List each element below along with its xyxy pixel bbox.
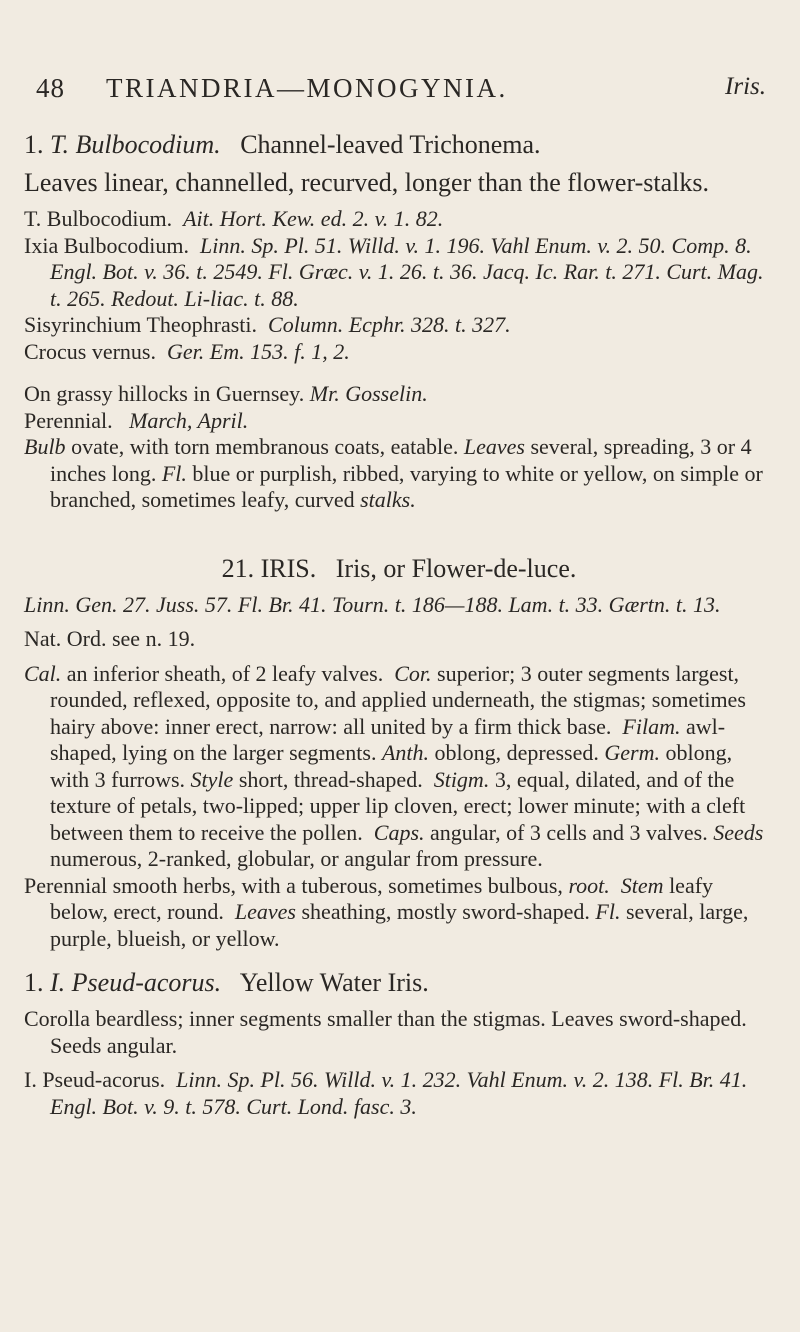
running-header bbox=[36, 73, 770, 107]
bulb-text: ovate, with torn membranous coats, eatable. bbox=[71, 434, 459, 459]
species-name: I. Pseud-acorus. bbox=[50, 968, 222, 997]
calyx-label: Cal. bbox=[24, 660, 62, 686]
flowers-label: Fl. bbox=[161, 460, 187, 486]
leaves-text: sheathing, mostly sword-shaped. bbox=[301, 899, 590, 924]
synonym-name: Sisyrinchium Theophrasti. bbox=[24, 312, 258, 337]
duration: Perennial. bbox=[24, 407, 113, 433]
style-label: Style bbox=[190, 766, 234, 792]
synonym-reference: Linn. Sp. Pl. 56. Willd. v. 1. 232. Vahl Enum. v. 2. 138. Fl. Br. 41. Engl. Bot. v. 9. t. 578. Curt. Lond. fasc. 3. bbox=[50, 1067, 748, 1119]
synonym bbox=[24, 233, 774, 313]
duration-flowering bbox=[24, 408, 774, 435]
genus-refs-text: Linn. Gen. 27. Juss. 57. Fl. Br. 41. Tourn. t. 186—188. Lam. t. 33. Gærtn. t. 13. bbox=[24, 591, 721, 617]
calyx-text: an inferior sheath, of 2 leafy valves. bbox=[66, 660, 384, 686]
filament-text: awl-shaped, lying on the larger segments. bbox=[50, 713, 726, 765]
synonym-reference: Column. Ecphr. 328. t. 327. bbox=[268, 312, 511, 337]
page-content bbox=[24, 130, 774, 1120]
habit-text: Perennial smooth herbs, with a tuberous, sometimes bulbous, bbox=[24, 872, 563, 898]
synonym bbox=[24, 1067, 774, 1120]
flowers-label: Fl. bbox=[595, 899, 621, 924]
habitat-text: On grassy hillocks in Guernsey. bbox=[24, 381, 305, 406]
page-number: 48 bbox=[36, 73, 65, 103]
genus-common-name: Iris, or Flower-de-luce. bbox=[335, 553, 577, 583]
species-description: Leaves linear, channelled, recurved, longer than the flower-stalks. bbox=[24, 168, 709, 197]
flowers-text: several, large, purple, blueish, or yellow. bbox=[50, 899, 749, 951]
genus-characters bbox=[24, 661, 774, 873]
leaves-label: Leaves bbox=[463, 434, 525, 459]
genus-habit bbox=[24, 873, 774, 953]
species-common-name: Channel-leaved Trichonema. bbox=[240, 130, 541, 159]
species-heading bbox=[24, 130, 774, 160]
genus-heading bbox=[24, 554, 774, 584]
stem-text: leafy below, erect, round. bbox=[50, 872, 714, 924]
species-common-name: Yellow Water Iris. bbox=[239, 968, 429, 997]
corolla-text: superior; 3 outer segments largest, rounded, reflexed, opposite to, and applied underneath, the stigmas; sometimes hairy above: inner erect, narrow: all united by a firm thick base. bbox=[50, 660, 746, 739]
natural-order: Nat. Ord. see n. 19. bbox=[24, 626, 196, 651]
synonym-reference: Linn. Sp. Pl. 51. Willd. v. 1. 196. Vahl Enum. v. 2. 50. Comp. 8. Engl. Bot. v. 36. t. 2549. Fl. Græc. v. 1. 26. t. 36. Jacq. Ic. Rar. t. 271. Curt. Mag. t. 265. Redout. Li-liac. t. 88. bbox=[50, 232, 764, 311]
species-description: Corolla beardless; inner segments smaller than the stigmas. Leaves sword-shaped. Seeds angular. bbox=[24, 1006, 747, 1058]
species-notes bbox=[24, 434, 774, 514]
synonym bbox=[24, 339, 774, 366]
running-title: TRIANDRIA—MONOGYNIA. bbox=[106, 73, 508, 103]
running-genus: Iris. bbox=[725, 73, 766, 100]
capsule-label: Caps. bbox=[373, 819, 425, 845]
habitat bbox=[24, 381, 774, 408]
habitat-person: Mr. Gosselin. bbox=[309, 381, 428, 406]
synonym-reference: Ger. Em. 153. f. 1, 2. bbox=[166, 338, 350, 364]
species-heading bbox=[24, 968, 774, 998]
synonym-name: I. Pseud-acorus. bbox=[24, 1067, 166, 1092]
synonym-name: Ixia Bulbocodium. bbox=[24, 232, 189, 258]
corolla-label: Cor. bbox=[394, 660, 432, 686]
species-number: 1. bbox=[24, 968, 44, 997]
flowers-text: blue or purplish, ribbed, varying to white or yellow, on simple or branched, sometimes leafy, curved bbox=[50, 460, 763, 512]
flowering-time: March, April. bbox=[129, 407, 249, 433]
leaves-text: several, spreading, 3 or 4 inches long. bbox=[50, 434, 752, 486]
synonym-name: T. Bulbocodium. bbox=[24, 206, 173, 231]
germen-label: Germ. bbox=[604, 740, 660, 765]
seeds-label: Seeds bbox=[713, 819, 764, 845]
leaves-label: Leaves bbox=[234, 899, 296, 924]
filament-label: Filam. bbox=[622, 713, 681, 739]
stalks-word: stalks. bbox=[360, 487, 416, 512]
anther-label: Anth. bbox=[381, 740, 430, 765]
stigma-text: 3, equal, dilated, and of the texture of petals, two-lipped; upper lip cloven, erect; lower minute; with a cleft between them to receive the pollen. bbox=[50, 766, 746, 845]
synonym bbox=[24, 206, 774, 233]
genus-references bbox=[24, 592, 774, 619]
synonym-reference: Ait. Hort. Kew. ed. 2. v. 1. 82. bbox=[183, 206, 444, 231]
stem-label: Stem bbox=[620, 872, 664, 898]
synonym bbox=[24, 312, 774, 339]
species-number: 1. bbox=[24, 130, 44, 159]
anther-text: oblong, depressed. bbox=[434, 740, 599, 765]
root-label: root. bbox=[568, 872, 610, 898]
bulb-label: Bulb bbox=[24, 434, 66, 459]
seeds-text: numerous, 2-ranked, globular, or angular from pressure. bbox=[50, 846, 543, 871]
style-text: short, thread-shaped. bbox=[238, 766, 423, 792]
species-name: T. Bulbocodium. bbox=[50, 130, 221, 159]
stigma-label: Stigm. bbox=[433, 766, 490, 792]
germen-text: oblong, with 3 furrows. bbox=[50, 740, 733, 792]
genus-title: 21. IRIS. bbox=[221, 553, 317, 583]
capsule-text: angular, of 3 cells and 3 valves. bbox=[430, 819, 708, 845]
synonym-name: Crocus vernus. bbox=[24, 338, 156, 364]
